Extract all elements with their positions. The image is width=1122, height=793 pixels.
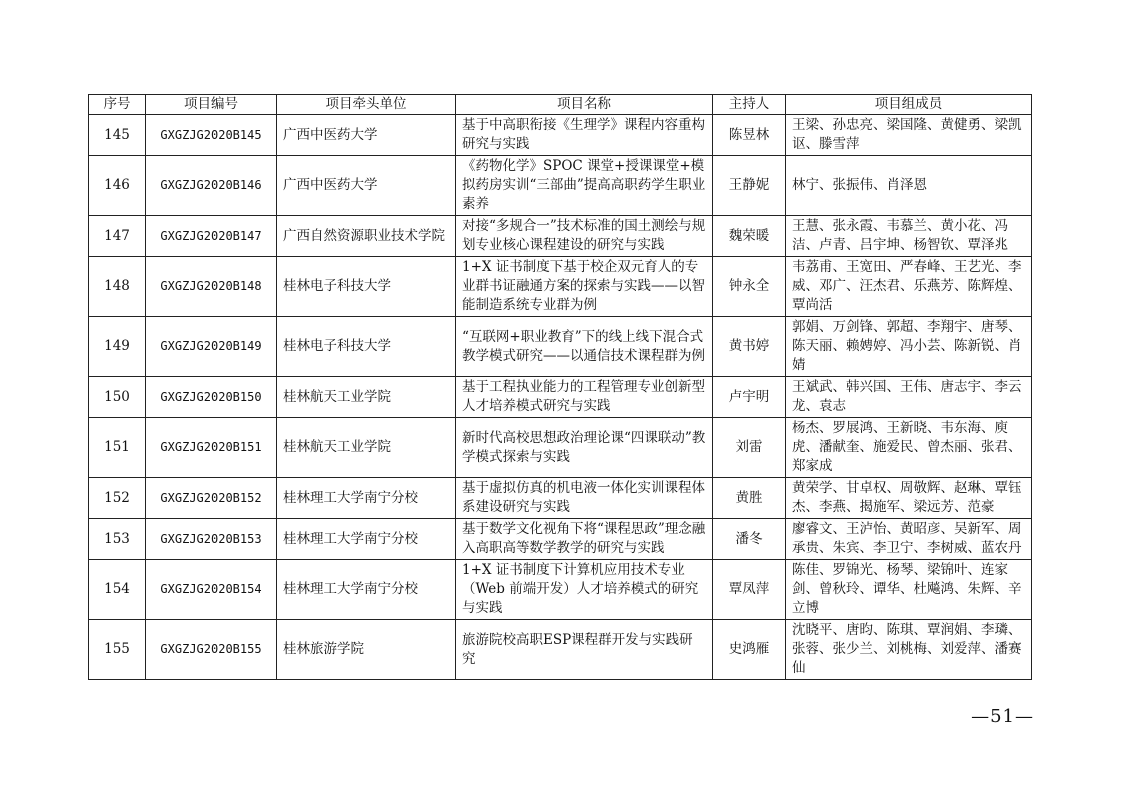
cell-members: 陈佳、罗锦光、杨琴、梁锦叶、连家剑、曾秋玲、谭华、杜飚鸿、朱辉、辛立博 <box>786 560 1032 620</box>
cell-name: “互联网+职业教育”下的线上线下混合式教学模式研究——以通信技术课程群为例 <box>456 317 713 377</box>
cell-code: GXGZJG2020B152 <box>146 478 277 519</box>
cell-members: 王斌武、韩兴国、王伟、唐志宇、李云龙、袁志 <box>786 377 1032 418</box>
table-header-row <box>89 95 1032 115</box>
cell-host: 史鸿雁 <box>713 620 786 680</box>
cell-host: 潘冬 <box>713 519 786 560</box>
cell-unit: 广西中医药大学 <box>277 115 456 156</box>
cell-code: GXGZJG2020B155 <box>146 620 277 680</box>
cell-members: 王梁、孙忠亮、梁国隆、黄健勇、梁凯讴、滕雪萍 <box>786 115 1032 156</box>
cell-members: 黄荣学、甘卓权、周敬辉、赵琳、覃钰杰、李燕、揭施军、梁远芳、范豪 <box>786 478 1032 519</box>
cell-host: 卢宇明 <box>713 377 786 418</box>
cell-unit: 桂林电子科技大学 <box>277 257 456 317</box>
table-row <box>89 478 1032 519</box>
cell-host: 覃凤萍 <box>713 560 786 620</box>
cell-code: GXGZJG2020B146 <box>146 156 277 216</box>
page-number: —51— <box>971 706 1034 727</box>
cell-members: 杨杰、罗展鸿、王新晓、韦东海、庾虎、潘献奎、施爱民、曾杰丽、张君、郑家成 <box>786 418 1032 478</box>
cell-unit: 桂林理工大学南宁分校 <box>277 519 456 560</box>
table-row <box>89 115 1032 156</box>
project-table <box>88 94 1032 680</box>
cell-unit: 桂林航天工业学院 <box>277 377 456 418</box>
cell-unit: 广西自然资源职业技术学院 <box>277 216 456 257</box>
cell-seq: 145 <box>89 115 146 156</box>
cell-host: 王静妮 <box>713 156 786 216</box>
cell-seq: 146 <box>89 156 146 216</box>
cell-host: 陈昱林 <box>713 115 786 156</box>
cell-name: 新时代高校思想政治理论课“四课联动”教学模式探索与实践 <box>456 418 713 478</box>
cell-name: 1+X 证书制度下基于校企双元育人的专业群书证融通方案的探索与实践——以智能制造系统专业群为例 <box>456 257 713 317</box>
table-row <box>89 216 1032 257</box>
cell-name: 基于虚拟仿真的机电液一体化实训课程体系建设研究与实践 <box>456 478 713 519</box>
cell-unit: 桂林理工大学南宁分校 <box>277 478 456 519</box>
cell-name: 基于数学文化视角下将“课程思政”理念融入高职高等数学教学的研究与实践 <box>456 519 713 560</box>
cell-name: 基于工程执业能力的工程管理专业创新型人才培养模式研究与实践 <box>456 377 713 418</box>
cell-code: GXGZJG2020B147 <box>146 216 277 257</box>
cell-unit: 桂林电子科技大学 <box>277 317 456 377</box>
cell-name: 1+X 证书制度下计算机应用技术专业（Web 前端开发）人才培养模式的研究与实践 <box>456 560 713 620</box>
cell-members: 林宁、张振伟、肖泽恩 <box>786 156 1032 216</box>
cell-members: 廖睿文、王泸怡、黄昭彦、吴新军、周承贵、朱宾、李卫宁、李树威、蓝农丹 <box>786 519 1032 560</box>
cell-host: 钟永全 <box>713 257 786 317</box>
cell-members: 韦荔甫、王宽田、严春峰、王艺光、李威、邓广、汪杰君、乐燕芳、陈辉煌、覃尚活 <box>786 257 1032 317</box>
cell-seq: 154 <box>89 560 146 620</box>
cell-code: GXGZJG2020B149 <box>146 317 277 377</box>
cell-members: 郭娟、万剑锋、郭超、李翔宇、唐琴、陈天丽、赖娉婷、冯小芸、陈新锐、肖婧 <box>786 317 1032 377</box>
header-code: 项目编号 <box>146 95 277 115</box>
cell-seq: 152 <box>89 478 146 519</box>
cell-code: GXGZJG2020B145 <box>146 115 277 156</box>
cell-host: 魏荣暖 <box>713 216 786 257</box>
table-row <box>89 418 1032 478</box>
header-members: 项目组成员 <box>786 95 1032 115</box>
cell-host: 黄书婷 <box>713 317 786 377</box>
header-name: 项目名称 <box>456 95 713 115</box>
header-unit: 项目牵头单位 <box>277 95 456 115</box>
cell-name: 旅游院校高职ESP课程群开发与实践研究 <box>456 620 713 680</box>
table-row <box>89 377 1032 418</box>
cell-seq: 149 <box>89 317 146 377</box>
table-row <box>89 519 1032 560</box>
table-row <box>89 257 1032 317</box>
cell-host: 刘雷 <box>713 418 786 478</box>
cell-seq: 147 <box>89 216 146 257</box>
cell-seq: 151 <box>89 418 146 478</box>
table-body <box>89 115 1032 680</box>
cell-name: 基于中高职衔接《生理学》课程内容重构研究与实践 <box>456 115 713 156</box>
table-row <box>89 560 1032 620</box>
header-seq: 序号 <box>89 95 146 115</box>
cell-code: GXGZJG2020B151 <box>146 418 277 478</box>
cell-unit: 桂林旅游学院 <box>277 620 456 680</box>
cell-unit: 广西中医药大学 <box>277 156 456 216</box>
cell-seq: 155 <box>89 620 146 680</box>
cell-name: 《药物化学》SPOC 课堂+授课课堂+模拟药房实训“三部曲”提高高职药学生职业素养 <box>456 156 713 216</box>
cell-seq: 148 <box>89 257 146 317</box>
cell-seq: 153 <box>89 519 146 560</box>
cell-code: GXGZJG2020B148 <box>146 257 277 317</box>
header-host: 主持人 <box>713 95 786 115</box>
cell-host: 黄胜 <box>713 478 786 519</box>
table-row <box>89 156 1032 216</box>
cell-unit: 桂林理工大学南宁分校 <box>277 560 456 620</box>
table-row <box>89 317 1032 377</box>
cell-code: GXGZJG2020B150 <box>146 377 277 418</box>
cell-unit: 桂林航天工业学院 <box>277 418 456 478</box>
cell-members: 王慧、张永霞、韦慕兰、黄小花、冯洁、卢青、吕宇坤、杨智钦、覃泽兆 <box>786 216 1032 257</box>
table-row <box>89 620 1032 680</box>
cell-seq: 150 <box>89 377 146 418</box>
cell-members: 沈晓平、唐昀、陈琪、覃润娟、李璘、张蓉、张少兰、刘桃梅、刘爱萍、潘赛仙 <box>786 620 1032 680</box>
cell-code: GXGZJG2020B154 <box>146 560 277 620</box>
cell-name: 对接“多规合一”技术标准的国土测绘与规划专业核心课程建设的研究与实践 <box>456 216 713 257</box>
cell-code: GXGZJG2020B153 <box>146 519 277 560</box>
